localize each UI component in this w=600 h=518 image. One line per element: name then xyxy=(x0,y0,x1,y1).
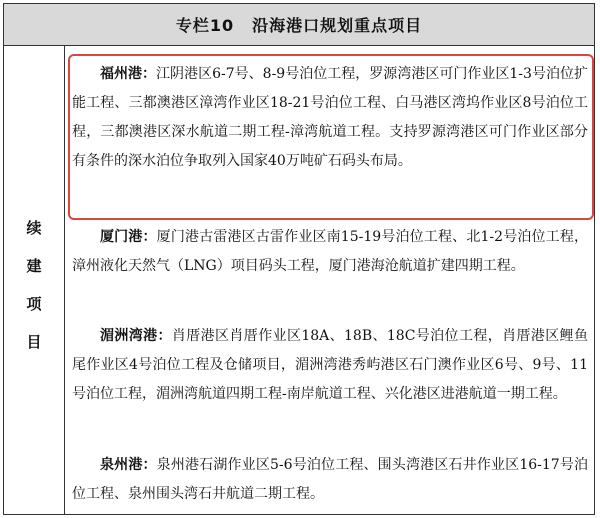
port-paragraph-xiamen xyxy=(72,223,588,281)
category-label xyxy=(4,209,64,361)
port-paragraph-meizhouwan xyxy=(72,322,588,409)
port-projects: 江阴港区6-7号、8-9号泊位工程，罗源湾港区可门作业区1-3号泊位扩能工程、三都澳港区漳湾作业区18-21号泊位工程、白马港区湾坞作业区8号泊位工程，三都澳港区深水航道二期工程-漳湾航道工程。支持罗源湾港区可门作业区部分有条件的深水泊位争取列入国家40万吨矿石码头布局。 xyxy=(72,66,588,169)
port-name: 湄洲湾港： xyxy=(100,328,172,344)
port-name: 福州港： xyxy=(100,66,157,82)
port-paragraph-quanzhou xyxy=(72,451,588,509)
category-char: 目 xyxy=(26,333,42,351)
column-title: 沿海港口规划重点项目 xyxy=(252,16,423,35)
project-list xyxy=(65,46,594,514)
category-char: 建 xyxy=(26,257,42,275)
port-name: 泉州港： xyxy=(100,457,157,473)
category-char: 项 xyxy=(26,295,42,313)
project-table xyxy=(3,3,595,515)
category-char: 续 xyxy=(26,219,42,237)
port-name: 厦门港： xyxy=(100,229,157,245)
port-projects: 肖厝港区肖厝作业区18A、18B、18C号泊位工程，肖厝港区鲤鱼尾作业区4号泊位工程及仓储项目，湄洲湾港秀屿港区石门澳作业区6号、9号、11号泊位工程，湄洲湾航道四期工程-南岸航道工程、兴化港区进港航道一期工程。 xyxy=(72,328,588,402)
port-paragraph-fuzhou xyxy=(72,60,588,176)
table-body xyxy=(4,46,594,514)
category-cell xyxy=(4,46,65,514)
port-projects: 厦门港古雷港区古雷作业区南15-19号泊位工程、北1-2号泊位工程，漳州液化天然气（LNG）项目码头工程，厦门港海沧航道扩建四期工程。 xyxy=(72,229,589,274)
port-projects: 泉州港石湖作业区5-6号泊位工程、围头湾港区石井作业区16-17号泊位工程、泉州围头湾石井航道二期工程。 xyxy=(72,457,589,502)
table-title xyxy=(4,4,594,46)
column-label: 专栏10 xyxy=(175,16,235,35)
